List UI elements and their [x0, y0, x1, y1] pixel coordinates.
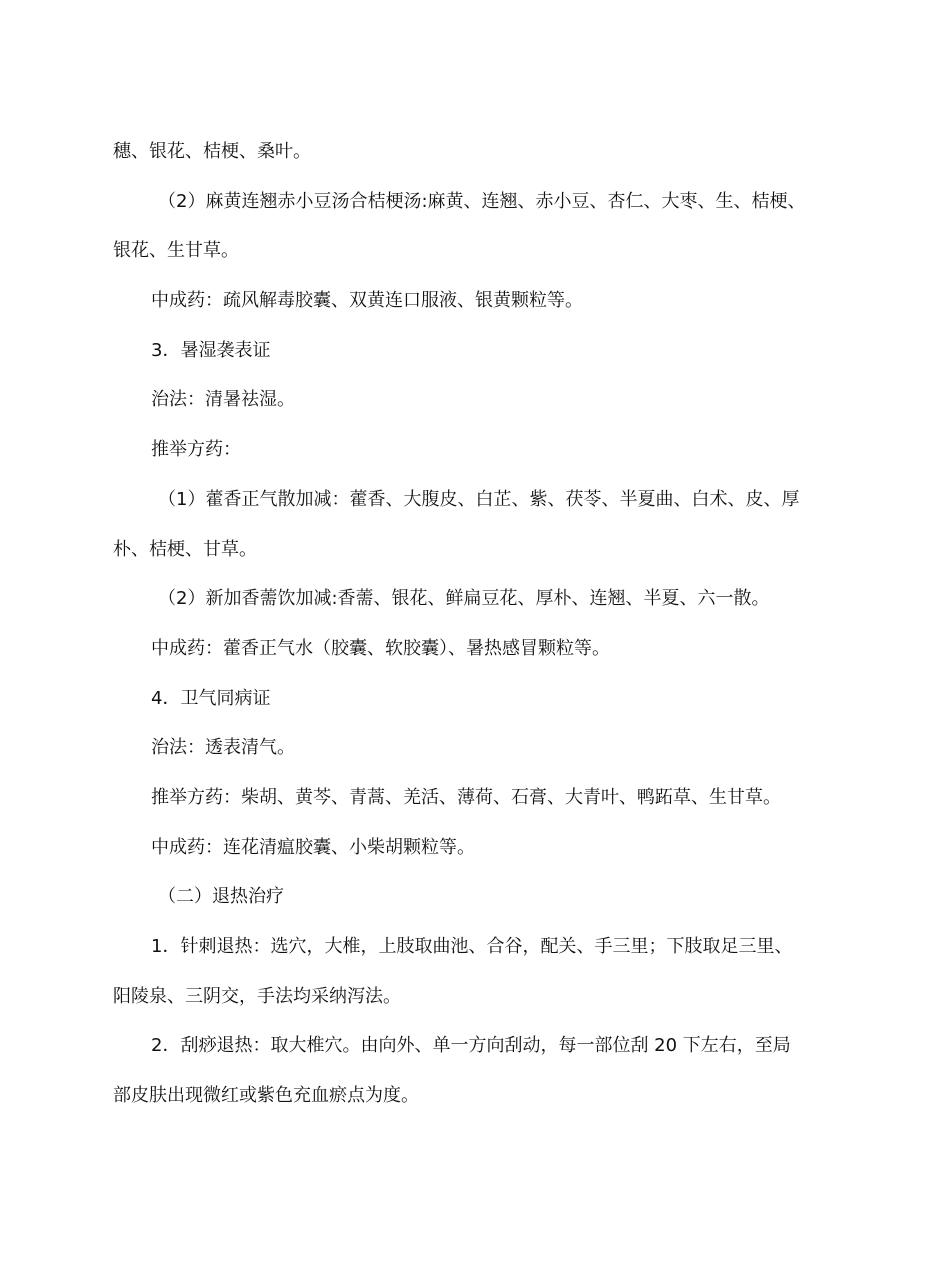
- section-heading-4: 4．卫气同病证: [151, 687, 271, 709]
- text-line-scraping: 2．刮痧退热：取大椎穴。由向外、单一方向刮动，每一部位刮 20 下左右，至局: [151, 1035, 791, 1057]
- text-line-recommended: 推举方药：柴胡、黄芩、青蒿、羌活、薄荷、石膏、大青叶、鸭跖草、生甘草。: [151, 786, 781, 808]
- text-line-acupuncture: 1．针刺退热：选穴，大椎，上肢取曲池、合谷，配关、手三里；下肢取足三里、: [151, 936, 793, 957]
- text-line-prescription-2: （2）新加香薷饮加减:香薷、银花、鲜扁豆花、厚朴、连翘、半夏、六一散。: [158, 588, 770, 610]
- text-line-continuation: 银花、生甘草。: [113, 240, 239, 262]
- text-line-continuation: 朴、桔梗、甘草。: [113, 538, 257, 560]
- text-line-patent-medicine: 中成药：疏风解毒胶囊、双黄连口服液、银黄颗粒等。: [151, 290, 583, 312]
- section-heading-fever: （二）退热治疗: [158, 886, 284, 908]
- text-line-prescription-2: （2）麻黄连翘赤小豆汤合桔梗汤:麻黄、连翘、赤小豆、杏仁、大枣、生、桔梗、: [158, 190, 806, 212]
- text-line-continuation: 阳陵泉、三阴交，手法均采纳泻法。: [113, 985, 401, 1007]
- text-line-continuation: 穗、银花、桔梗、桑叶。: [113, 141, 311, 162]
- text-line-treatment: 治法：清暑祛湿。: [151, 389, 295, 411]
- text-line-continuation: 部皮肤出现微红或紫色充血瘀点为度。: [113, 1085, 419, 1107]
- text-line-patent-medicine: 中成药：连花清瘟胶囊、小柴胡颗粒等。: [151, 836, 475, 858]
- text-line-treatment: 治法：透表清气。: [151, 737, 295, 759]
- text-line-prescription-1: （1）藿香正气散加减：藿香、大腹皮、白芷、紫、茯苓、半夏曲、白术、皮、厚: [158, 488, 800, 510]
- text-line-recommended: 推举方药：: [151, 439, 241, 461]
- section-heading-3: 3．暑湿袭表证: [151, 339, 271, 361]
- document-body: [113, 131, 853, 1125]
- text-line-patent-medicine: 中成药：藿香正气水（胶囊、软胶囊）、暑热感冒颗粒等。: [151, 637, 610, 659]
